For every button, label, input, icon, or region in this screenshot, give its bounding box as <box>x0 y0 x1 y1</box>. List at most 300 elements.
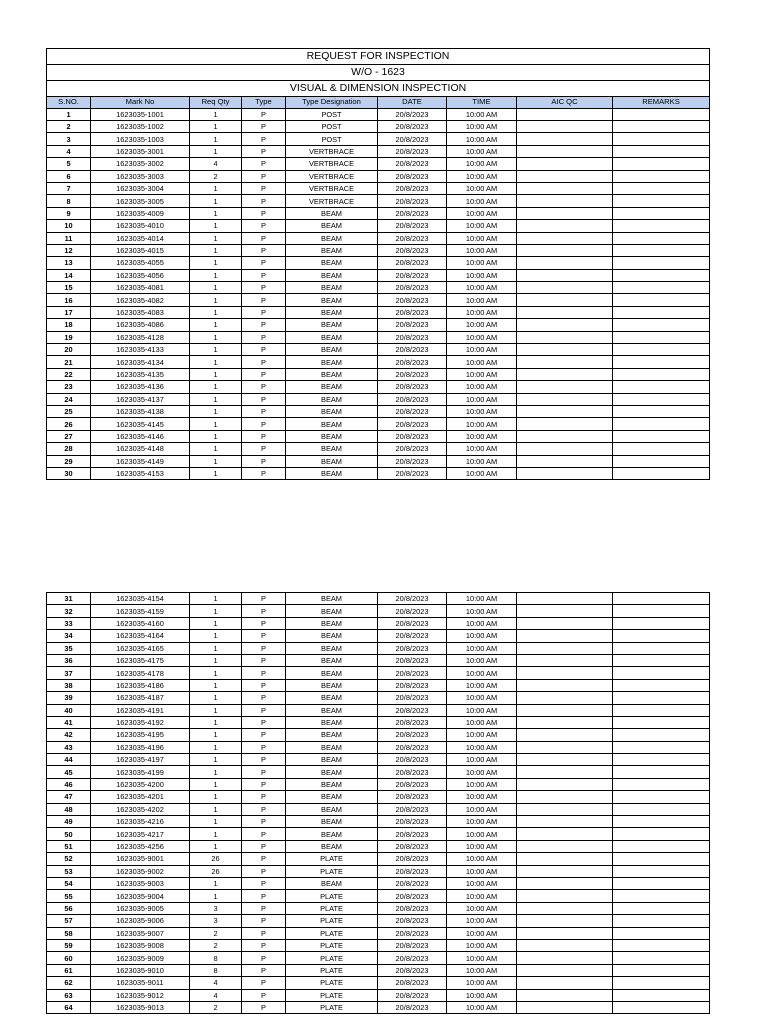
table-row <box>47 754 710 766</box>
aic-qc-cell <box>517 605 613 617</box>
req-qty-cell: 4 <box>190 977 242 989</box>
date-cell: 20/8/2023 <box>378 704 447 716</box>
sno-cell: 10 <box>47 220 91 232</box>
req-qty-cell: 1 <box>190 617 242 629</box>
type-cell: P <box>242 877 286 889</box>
date-cell: 20/8/2023 <box>378 455 447 467</box>
remarks-cell <box>613 133 710 145</box>
table-row <box>47 145 710 157</box>
time-cell: 10:00 AM <box>447 430 517 442</box>
mark-no-cell: 1623035-4164 <box>91 630 190 642</box>
mark-no-cell: 1623035-3002 <box>91 158 190 170</box>
mark-no-cell: 1623035-3003 <box>91 170 190 182</box>
time-cell: 10:00 AM <box>447 207 517 219</box>
mark-no-cell: 1623035-4056 <box>91 269 190 281</box>
col-header-sno: S.NO. <box>47 97 91 109</box>
type-designation-cell: PLATE <box>286 939 378 951</box>
type-cell: P <box>242 754 286 766</box>
mark-no-cell: 1623035-4145 <box>91 418 190 430</box>
table-row <box>47 133 710 145</box>
remarks-cell <box>613 593 710 605</box>
aic-qc-cell <box>517 630 613 642</box>
time-cell: 10:00 AM <box>447 368 517 380</box>
time-cell: 10:00 AM <box>447 381 517 393</box>
mark-no-cell: 1623035-4202 <box>91 803 190 815</box>
mark-no-cell: 1623035-4165 <box>91 642 190 654</box>
type-cell: P <box>242 840 286 852</box>
table-row <box>47 170 710 182</box>
type-cell: P <box>242 393 286 405</box>
aic-qc-cell <box>517 306 613 318</box>
aic-qc-cell <box>517 282 613 294</box>
sno-cell: 13 <box>47 257 91 269</box>
date-cell: 20/8/2023 <box>378 952 447 964</box>
type-designation-cell: BEAM <box>286 418 378 430</box>
time-cell: 10:00 AM <box>447 467 517 479</box>
sno-cell: 30 <box>47 467 91 479</box>
sno-cell: 31 <box>47 593 91 605</box>
time-cell: 10:00 AM <box>447 939 517 951</box>
aic-qc-cell <box>517 331 613 343</box>
remarks-cell <box>613 331 710 343</box>
sno-cell: 59 <box>47 939 91 951</box>
time-cell: 10:00 AM <box>447 331 517 343</box>
type-cell: P <box>242 667 286 679</box>
type-cell: P <box>242 133 286 145</box>
type-cell: P <box>242 617 286 629</box>
table-row <box>47 207 710 219</box>
type-designation-cell: BEAM <box>286 356 378 368</box>
table-row <box>47 605 710 617</box>
remarks-cell <box>613 915 710 927</box>
remarks-cell <box>613 443 710 455</box>
aic-qc-cell <box>517 704 613 716</box>
date-cell: 20/8/2023 <box>378 828 447 840</box>
date-cell: 20/8/2023 <box>378 158 447 170</box>
time-cell: 10:00 AM <box>447 791 517 803</box>
remarks-cell <box>613 716 710 728</box>
type-designation-cell: PLATE <box>286 977 378 989</box>
table-row <box>47 667 710 679</box>
mark-no-cell: 1623035-3001 <box>91 145 190 157</box>
type-cell: P <box>242 356 286 368</box>
mark-no-cell: 1623035-9004 <box>91 890 190 902</box>
time-cell: 10:00 AM <box>447 816 517 828</box>
mark-no-cell: 1623035-4014 <box>91 232 190 244</box>
time-cell: 10:00 AM <box>447 294 517 306</box>
aic-qc-cell <box>517 1001 613 1013</box>
type-designation-cell: PLATE <box>286 865 378 877</box>
mark-no-cell: 1623035-1001 <box>91 108 190 120</box>
type-cell: P <box>242 319 286 331</box>
date-cell: 20/8/2023 <box>378 741 447 753</box>
date-cell: 20/8/2023 <box>378 269 447 281</box>
type-designation-cell: BEAM <box>286 331 378 343</box>
type-designation-cell: BEAM <box>286 630 378 642</box>
sno-cell: 17 <box>47 306 91 318</box>
table-row <box>47 443 710 455</box>
col-header-date: DATE <box>378 97 447 109</box>
type-designation-cell: BEAM <box>286 816 378 828</box>
remarks-cell <box>613 890 710 902</box>
type-designation-cell: VERTBRACE <box>286 145 378 157</box>
table-row <box>47 393 710 405</box>
sno-cell: 27 <box>47 430 91 442</box>
sno-cell: 22 <box>47 368 91 380</box>
aic-qc-cell <box>517 418 613 430</box>
type-designation-cell: PLATE <box>286 853 378 865</box>
type-cell: P <box>242 865 286 877</box>
date-cell: 20/8/2023 <box>378 443 447 455</box>
req-qty-cell: 1 <box>190 654 242 666</box>
req-qty-cell: 1 <box>190 133 242 145</box>
table-row <box>47 877 710 889</box>
aic-qc-cell <box>517 803 613 815</box>
time-cell: 10:00 AM <box>447 605 517 617</box>
remarks-cell <box>613 467 710 479</box>
type-designation-cell: BEAM <box>286 430 378 442</box>
type-cell: P <box>242 244 286 256</box>
mark-no-cell: 1623035-4081 <box>91 282 190 294</box>
remarks-cell <box>613 170 710 182</box>
aic-qc-cell <box>517 356 613 368</box>
aic-qc-cell <box>517 766 613 778</box>
type-cell: P <box>242 915 286 927</box>
date-cell: 20/8/2023 <box>378 840 447 852</box>
sno-cell: 16 <box>47 294 91 306</box>
time-cell: 10:00 AM <box>447 170 517 182</box>
remarks-cell <box>613 989 710 1001</box>
type-designation-cell: POST <box>286 133 378 145</box>
req-qty-cell: 4 <box>190 158 242 170</box>
req-qty-cell: 1 <box>190 828 242 840</box>
req-qty-cell: 1 <box>190 306 242 318</box>
aic-qc-cell <box>517 344 613 356</box>
col-header-remarks: REMARKS <box>613 97 710 109</box>
time-cell: 10:00 AM <box>447 1001 517 1013</box>
req-qty-cell: 2 <box>190 1001 242 1013</box>
remarks-cell <box>613 939 710 951</box>
date-cell: 20/8/2023 <box>378 344 447 356</box>
sno-cell: 56 <box>47 902 91 914</box>
aic-qc-cell <box>517 642 613 654</box>
type-designation-cell: BEAM <box>286 593 378 605</box>
sno-cell: 39 <box>47 692 91 704</box>
remarks-cell <box>613 754 710 766</box>
date-cell: 20/8/2023 <box>378 170 447 182</box>
remarks-cell <box>613 617 710 629</box>
type-cell: P <box>242 741 286 753</box>
aic-qc-cell <box>517 816 613 828</box>
aic-qc-cell <box>517 667 613 679</box>
sno-cell: 28 <box>47 443 91 455</box>
sno-cell: 43 <box>47 741 91 753</box>
date-cell: 20/8/2023 <box>378 319 447 331</box>
aic-qc-cell <box>517 133 613 145</box>
table-row <box>47 331 710 343</box>
date-cell: 20/8/2023 <box>378 902 447 914</box>
date-cell: 20/8/2023 <box>378 207 447 219</box>
mark-no-cell: 1623035-4138 <box>91 405 190 417</box>
table-row <box>47 220 710 232</box>
req-qty-cell: 1 <box>190 803 242 815</box>
date-cell: 20/8/2023 <box>378 692 447 704</box>
req-qty-cell: 1 <box>190 356 242 368</box>
aic-qc-cell <box>517 791 613 803</box>
sno-cell: 40 <box>47 704 91 716</box>
time-cell: 10:00 AM <box>447 220 517 232</box>
type-designation-cell: BEAM <box>286 257 378 269</box>
req-qty-cell: 1 <box>190 455 242 467</box>
remarks-cell <box>613 791 710 803</box>
date-cell: 20/8/2023 <box>378 368 447 380</box>
type-cell: P <box>242 642 286 654</box>
aic-qc-cell <box>517 778 613 790</box>
req-qty-cell: 1 <box>190 679 242 691</box>
aic-qc-cell <box>517 890 613 902</box>
req-qty-cell: 1 <box>190 642 242 654</box>
type-designation-cell: VERTBRACE <box>286 158 378 170</box>
remarks-cell <box>613 729 710 741</box>
table-row <box>47 158 710 170</box>
type-cell: P <box>242 145 286 157</box>
remarks-cell <box>613 927 710 939</box>
aic-qc-cell <box>517 381 613 393</box>
table-row <box>47 381 710 393</box>
type-designation-cell: PLATE <box>286 890 378 902</box>
type-designation-cell: BEAM <box>286 877 378 889</box>
type-cell: P <box>242 778 286 790</box>
type-designation-cell: BEAM <box>286 269 378 281</box>
remarks-cell <box>613 220 710 232</box>
type-designation-cell: BEAM <box>286 405 378 417</box>
remarks-cell <box>613 393 710 405</box>
table-row <box>47 989 710 1001</box>
remarks-cell <box>613 120 710 132</box>
time-cell: 10:00 AM <box>447 319 517 331</box>
aic-qc-cell <box>517 294 613 306</box>
req-qty-cell: 1 <box>190 692 242 704</box>
sno-cell: 48 <box>47 803 91 815</box>
req-qty-cell: 1 <box>190 890 242 902</box>
request-title: REQUEST FOR INSPECTION <box>47 49 710 65</box>
sno-cell: 52 <box>47 853 91 865</box>
req-qty-cell: 26 <box>190 853 242 865</box>
req-qty-cell: 1 <box>190 716 242 728</box>
table-row <box>47 915 710 927</box>
time-cell: 10:00 AM <box>447 989 517 1001</box>
type-designation-cell: BEAM <box>286 344 378 356</box>
inspection-table-page-1 <box>46 48 710 480</box>
date-cell: 20/8/2023 <box>378 617 447 629</box>
table-row <box>47 939 710 951</box>
aic-qc-cell <box>517 989 613 1001</box>
remarks-cell <box>613 877 710 889</box>
type-designation-cell: BEAM <box>286 244 378 256</box>
type-designation-cell: BEAM <box>286 455 378 467</box>
time-cell: 10:00 AM <box>447 741 517 753</box>
table-row <box>47 791 710 803</box>
time-cell: 10:00 AM <box>447 455 517 467</box>
time-cell: 10:00 AM <box>447 642 517 654</box>
date-cell: 20/8/2023 <box>378 754 447 766</box>
req-qty-cell: 2 <box>190 170 242 182</box>
aic-qc-cell <box>517 952 613 964</box>
sno-cell: 20 <box>47 344 91 356</box>
time-cell: 10:00 AM <box>447 667 517 679</box>
remarks-cell <box>613 766 710 778</box>
sno-cell: 61 <box>47 964 91 976</box>
sno-cell: 41 <box>47 716 91 728</box>
type-designation-cell: PLATE <box>286 1001 378 1013</box>
req-qty-cell: 1 <box>190 294 242 306</box>
mark-no-cell: 1623035-9007 <box>91 927 190 939</box>
aic-qc-cell <box>517 368 613 380</box>
aic-qc-cell <box>517 828 613 840</box>
date-cell: 20/8/2023 <box>378 405 447 417</box>
date-cell: 20/8/2023 <box>378 120 447 132</box>
type-cell: P <box>242 902 286 914</box>
date-cell: 20/8/2023 <box>378 244 447 256</box>
table-row <box>47 244 710 256</box>
type-cell: P <box>242 306 286 318</box>
mark-no-cell: 1623035-4148 <box>91 443 190 455</box>
req-qty-cell: 1 <box>190 816 242 828</box>
time-cell: 10:00 AM <box>447 356 517 368</box>
date-cell: 20/8/2023 <box>378 791 447 803</box>
req-qty-cell: 1 <box>190 791 242 803</box>
remarks-cell <box>613 368 710 380</box>
sno-cell: 54 <box>47 877 91 889</box>
remarks-cell <box>613 282 710 294</box>
type-designation-cell: BEAM <box>286 828 378 840</box>
sno-cell: 2 <box>47 120 91 132</box>
inspection-table-page-2 <box>46 592 710 1014</box>
remarks-cell <box>613 145 710 157</box>
req-qty-cell: 1 <box>190 418 242 430</box>
req-qty-cell: 1 <box>190 766 242 778</box>
type-designation-cell: BEAM <box>286 381 378 393</box>
sno-cell: 49 <box>47 816 91 828</box>
remarks-cell <box>613 964 710 976</box>
remarks-cell <box>613 108 710 120</box>
aic-qc-cell <box>517 120 613 132</box>
table-row <box>47 405 710 417</box>
type-cell: P <box>242 890 286 902</box>
time-cell: 10:00 AM <box>447 902 517 914</box>
mark-no-cell: 1623035-4134 <box>91 356 190 368</box>
time-cell: 10:00 AM <box>447 282 517 294</box>
remarks-cell <box>613 692 710 704</box>
type-designation-cell: VERTBRACE <box>286 170 378 182</box>
remarks-cell <box>613 853 710 865</box>
col-header-aic-qc: AIC QC <box>517 97 613 109</box>
time-cell: 10:00 AM <box>447 716 517 728</box>
aic-qc-cell <box>517 679 613 691</box>
remarks-cell <box>613 455 710 467</box>
type-cell: P <box>242 430 286 442</box>
sno-cell: 44 <box>47 754 91 766</box>
table-row <box>47 282 710 294</box>
aic-qc-cell <box>517 257 613 269</box>
aic-qc-cell <box>517 617 613 629</box>
aic-qc-cell <box>517 170 613 182</box>
type-cell: P <box>242 593 286 605</box>
aic-qc-cell <box>517 692 613 704</box>
aic-qc-cell <box>517 754 613 766</box>
mark-no-cell: 1623035-4010 <box>91 220 190 232</box>
aic-qc-cell <box>517 865 613 877</box>
table-row <box>47 356 710 368</box>
req-qty-cell: 1 <box>190 182 242 194</box>
req-qty-cell: 1 <box>190 704 242 716</box>
sno-cell: 46 <box>47 778 91 790</box>
time-cell: 10:00 AM <box>447 766 517 778</box>
sno-cell: 18 <box>47 319 91 331</box>
table-row <box>47 294 710 306</box>
type-designation-cell: BEAM <box>286 605 378 617</box>
aic-qc-cell <box>517 393 613 405</box>
aic-qc-cell <box>517 443 613 455</box>
date-cell: 20/8/2023 <box>378 766 447 778</box>
table-row <box>47 418 710 430</box>
remarks-cell <box>613 182 710 194</box>
remarks-cell <box>613 269 710 281</box>
aic-qc-cell <box>517 741 613 753</box>
date-cell: 20/8/2023 <box>378 853 447 865</box>
col-header-type: Type <box>242 97 286 109</box>
sno-cell: 60 <box>47 952 91 964</box>
table-row <box>47 430 710 442</box>
date-cell: 20/8/2023 <box>378 108 447 120</box>
req-qty-cell: 1 <box>190 381 242 393</box>
type-cell: P <box>242 654 286 666</box>
aic-qc-cell <box>517 430 613 442</box>
table-row <box>47 853 710 865</box>
col-header-mark-no: Mark No <box>91 97 190 109</box>
type-cell: P <box>242 952 286 964</box>
mark-no-cell: 1623035-4197 <box>91 754 190 766</box>
time-cell: 10:00 AM <box>447 617 517 629</box>
table-row <box>47 257 710 269</box>
sno-cell: 26 <box>47 418 91 430</box>
mark-no-cell: 1623035-3005 <box>91 195 190 207</box>
type-cell: P <box>242 939 286 951</box>
mark-no-cell: 1623035-4256 <box>91 840 190 852</box>
type-cell: P <box>242 294 286 306</box>
table-row <box>47 455 710 467</box>
type-designation-cell: PLATE <box>286 902 378 914</box>
date-cell: 20/8/2023 <box>378 133 447 145</box>
sno-cell: 57 <box>47 915 91 927</box>
time-cell: 10:00 AM <box>447 952 517 964</box>
time-cell: 10:00 AM <box>447 853 517 865</box>
date-cell: 20/8/2023 <box>378 257 447 269</box>
mark-no-cell: 1623035-4186 <box>91 679 190 691</box>
time-cell: 10:00 AM <box>447 865 517 877</box>
mark-no-cell: 1623035-4146 <box>91 430 190 442</box>
remarks-cell <box>613 816 710 828</box>
type-designation-cell: POST <box>286 108 378 120</box>
sno-cell: 8 <box>47 195 91 207</box>
mark-no-cell: 1623035-4154 <box>91 593 190 605</box>
date-cell: 20/8/2023 <box>378 679 447 691</box>
type-cell: P <box>242 630 286 642</box>
aic-qc-cell <box>517 939 613 951</box>
type-cell: P <box>242 467 286 479</box>
table-row <box>47 816 710 828</box>
sno-cell: 15 <box>47 282 91 294</box>
